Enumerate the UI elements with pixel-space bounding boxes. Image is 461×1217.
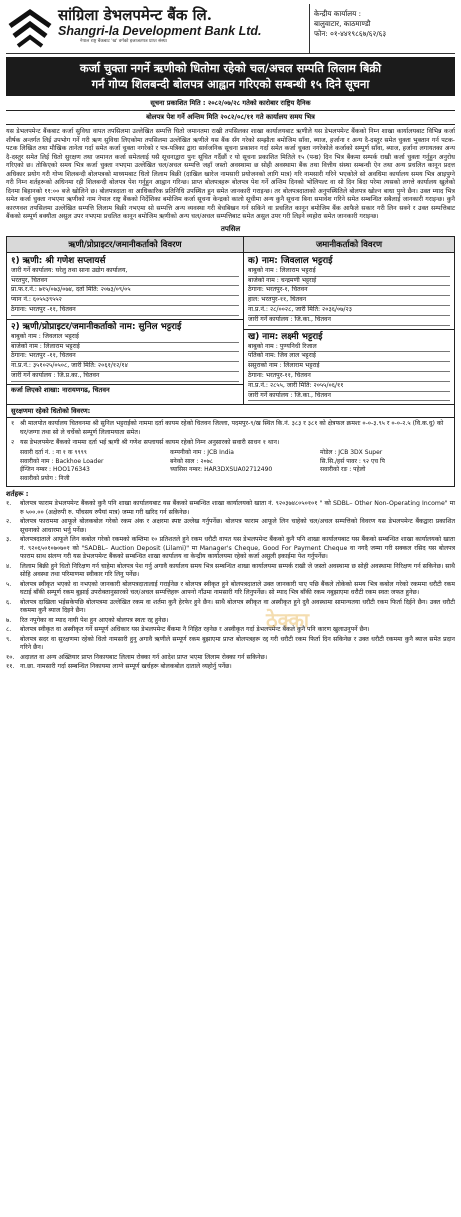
loan-branch: कर्जा लिएको शाखा: नारायणगढ, चितवन xyxy=(7,384,243,396)
col-head-guarantor: जमानीकर्ताको विवरण xyxy=(315,238,383,249)
bank-name-nepali: सांग्रिला डेभलपमेन्ट बैंक लि. xyxy=(58,6,212,24)
guarantor-2-name: ख) नाम: लक्ष्मी भट्टराई xyxy=(244,329,454,343)
detail-line: जारी गर्ने कार्यालय : जि.का., चितवन xyxy=(248,392,450,402)
collateral-item xyxy=(11,420,450,437)
watermark-logo-icon xyxy=(262,604,348,634)
borrower-details xyxy=(11,267,239,316)
term-text: बोलपत्र फाराममा आफूले बोलकबोल गरेको रकम अंक र अक्षरमा स्पष्ट उल्लेख गर्नुपर्नेछ। बोलपत्र फाराम आफूले लिन चाहेको चल/अचल सम्पत्तिको विवरण यस डेभलपमेन्ट बैंकद्वारा प्रकाशित सूचनाको आधारमा भर्नु पर्नेछ। xyxy=(20,518,455,534)
item-number: १ xyxy=(11,420,15,428)
notice-title xyxy=(6,57,455,96)
detail-line: बाबुको नाम : लिलाराम भट्टराई xyxy=(248,267,450,277)
collateral-heading: सुरक्षणमा रहेको धितोको विवरण: xyxy=(7,407,454,418)
term-item xyxy=(6,500,455,517)
detail-line: ठेगाना: भरतपुर -११, चितवन xyxy=(11,306,239,316)
term-item xyxy=(6,581,455,598)
borrower-column xyxy=(7,253,244,405)
detail-line: जारी गर्ने कार्यालय: घरेलु तथा साना उद्योग कार्यालय, xyxy=(11,267,239,277)
term-number: ११. xyxy=(6,663,15,671)
term-item xyxy=(6,663,455,671)
detail-line: बाबुको नाम : जिवलाल भट्टराई xyxy=(11,333,239,343)
terms-list xyxy=(6,500,455,671)
term-text: बोलपत्र स्वीकृत भएको वा नभएको जानकारी बोलपत्रदातालाई गराईनेछ र बोलपत्र स्वीकृत हुने बोलपत्रदाताले उक्त जानकारी पाए पछि बैंकले तोकेको समय भित्र कबोल गरेको रकममा धरौटी रकम घटाई बाँकी सम्पूर्ण रकम बुझाई उपरोक्तानुसारको चल/अचल सम्पत्तिहरू आफ्नो नाँउमा नामसारी गरि लिनुपर्नेछ। सो म्याद भित्र बाँकी रकम नबुझाएमा धरौटी रकम स्वतः जफत हुनेछ। xyxy=(20,580,455,597)
office-phone: फोन: ०१-४४१९८६७/६२/६३ xyxy=(314,28,387,38)
vehicle-field: सवारीको रङ : पहेलो xyxy=(320,466,366,474)
detail-line: बाबुको नाम : पुण्यनिधी रिजाल xyxy=(248,343,450,353)
detail-line: बाजेको नाम : लिलाराम भट्टराई xyxy=(11,343,239,353)
detail-line: प्रा.फ.र.नं.: ७१५/०७३/०७४, दर्ता मिति: २०७३/०९/०५ xyxy=(11,286,239,296)
detail-line: ठेगाना: भरतपुर-१, चितवन xyxy=(248,286,450,296)
item-number: २ xyxy=(11,438,15,446)
vehicle-field: सवारीको प्रयोग : निजी xyxy=(20,474,70,482)
proprietor-details xyxy=(11,333,239,382)
term-number: ६. xyxy=(6,598,12,606)
publish-date: सूचना प्रकाशित मिति : २०८२/०७/२८ गतेको कारोबार राष्ट्रिय दैनिक xyxy=(150,99,311,108)
detail-line: बाजेको नाम : चन्द्रमणी भट्टराई xyxy=(248,277,450,287)
guarantor-1-details xyxy=(248,267,450,326)
detail-line: ना.प्र.नं.: २८/००२८, जारी मिति: २०३६/०७/२३ xyxy=(248,306,450,316)
term-text: बोलपत्रदाताले आफूले लिन कबोल गरेको रकमको कम्तिमा १० प्रतिशतले हुने रकम धरौटी वापत यस डेभलपमेन्ट बैंकको कुनै पनि शाखा कार्यालयबाट यस बैंकको सम्बन्धित शाखा कार्यालयको खाता नं. ९२०६५०१०७०७०१ को "SADBL– Auction Deposit (Lilami)" मा Manager's Cheque, Good For Payment Cheque वा नगदै जम्मा गरी सक्कल रसिद यस बोलपत्र फाराम साथ संलग्न गरी यस डेभलपमेन्ट बैंकको सम्बन्धित शाखा कार्यालय वा केन्द्रीय कार्यालयमा रहेको कर्जा असुली इकाईमा पेश गर्नुपर्नेछ। xyxy=(20,536,455,561)
term-number: १०. xyxy=(6,653,15,661)
terms-heading: शर्तहरू : xyxy=(6,490,29,499)
term-text: अदालत वा अन्य अख्तियार प्राप्त निकायबाट लिलाम रोक्का गर्न आदेश प्राप्त भएमा लिलाम रोक्का गर्न सकिनेछ। xyxy=(20,653,268,661)
guarantor-2-details xyxy=(248,343,450,402)
term-number: ८. xyxy=(6,626,12,634)
table-body xyxy=(7,253,454,405)
collateral-section xyxy=(6,405,455,487)
term-item xyxy=(6,563,455,580)
office-label: केन्द्रीय कार्यालय : xyxy=(314,9,362,18)
last-submission-date: बोलपत्र पेश गर्ने अन्तिम मिति २०८२/०८/११ गते कार्यालय समय भित्र xyxy=(6,110,455,125)
detail-line: ठेगाना: भरतपुर -११, चितवन xyxy=(11,352,239,362)
vehicle-field: ईन्जिन नम्बर : HOO176343 xyxy=(20,466,90,474)
detail-line: ससुराको नाम : लिलाराम भट्टराई xyxy=(248,362,450,372)
term-number: ७. xyxy=(6,616,12,624)
title-line-2: गर्न गोप्य शिलबन्दी बोलपत्र आह्वान गरिएको सम्बन्धी १५ दिने सूचना xyxy=(91,77,370,92)
guarantor-column xyxy=(244,253,454,405)
proprietor-name: २) ऋणी/प्रोप्राइटर/जमानीकर्ताको नाम: सुनिल भट्टराई xyxy=(7,319,243,333)
bank-name-english: Shangri-la Development Bank Ltd. xyxy=(58,23,262,38)
detail-line: हाल: भरतपुर-११, चितवन xyxy=(248,296,450,306)
detail-line: प्यान नं.: ६०५५३९५५२ xyxy=(11,296,239,306)
term-text: बोलपत्र दाखिला भईसकेपछि बोलपत्रमा उल्लेखित रकम वा शर्तमा कुनै हेरफेर हुने छैन। साथै बोलपत्र स्वीकृत वा अस्वीकृत हुने दुवै अवस्थामा सामान्यतया धरौटी रकम फिर्ता दिईने छैन। उक्त धरौटी रकममा कुनै ब्याज दिइने छैन। xyxy=(20,598,455,615)
guarantor-1-name: क) नाम: जिवलाल भट्टराई xyxy=(248,255,333,266)
term-text: ना.छा. नामसारी गर्दा सम्बन्धित निकायमा लाग्ने सम्पूर्ण खर्चहरू बोलकबोल दाताले व्यहोर्नु पर्नेछ। xyxy=(20,663,232,671)
central-office-block xyxy=(309,4,455,53)
bank-tagline: नेपाल राष्ट्र बैंकबाट 'ख' वर्गको इजाजतपत्र प्राप्त संस्था xyxy=(80,38,167,44)
terms-section xyxy=(6,490,455,671)
term-number: १. xyxy=(6,500,12,508)
bank-logo-icon xyxy=(6,6,54,50)
office-address: बालुवाटार, काठमाण्डौ xyxy=(314,18,371,28)
term-text: बोलपत्र फाराम डेभलपमेन्ट बैंकको कुनै पनि शाखा कार्यालयबाट यस बैंकको सम्बन्धित शाखा कार्यालयको खाता नं. ९२०३७४८०५०१०१ " को SDBL– Other Non-Operating Income" मा रु ५००.०० (अक्षेरुपी रु. पाँचसय रुपैयां मात्र) जम्मा गरी खरिद गर्न सकिनेछ। xyxy=(20,500,455,516)
bank-name-block xyxy=(54,4,309,53)
collateral-item xyxy=(11,439,450,447)
term-number: ९. xyxy=(6,635,12,643)
svg-text:ठेक्का: ठेक्का xyxy=(266,608,310,632)
title-line-1: कर्जा चुक्ता नगर्ने ऋणीको धितोमा रहेको चल/अचल सम्पति लिलाम बिक्री xyxy=(79,61,382,75)
term-text: रित नपुगेका वा म्याद नाघी पेश हुन आएको बोलपत्र स्वतः रद्द हुनेछ। xyxy=(20,616,169,624)
vehicle-field: मोडेल : JCB 3DX Super xyxy=(320,449,383,457)
term-number: ३. xyxy=(6,536,12,544)
detail-line: जारी गर्ने कार्यालय : जि.का., चितवन xyxy=(248,316,450,326)
intro-paragraph: यस डेभलपमेन्ट बैंकबाट कर्जा सुविधा वापत तपसिलमा उल्लेखित सम्पत्ति धितो जमानतमा राखी तपसिलका शाखा कार्यालयबाट ऋणीले यस डेभलपमेन्ट बैंकको निम्न शाखा कार्यालयबाट विभिन्न कर्जा शीर्षक अन्तर्गत लिई उपभोग गर्ने गरी ऋण सुविधा लिएकोमा तपसिलमा उल्लेखित ऋणीले यस बैंक सँग गरेको सम्झौता बमोजिम साँवा, ब्याज, हर्जाना र अन्य दै-दस्तुर समेत चुक्ता भुक्तान गर्न पटक-पटक लिखित तथा मौखिक तानेता गर्दा समेत कर्जा चुक्ता नगरेको र पत्र-पत्रिका द्वारा सार्वजनिक सूचना प्रकाशन गर्दा समेत कर्जा चुक्ता नगरेकोले कर्जाको सम्पूर्ण साँवा, ब्याज, हर्जाना लगायतका अन्य दै-दस्तुर समेत लिई धितो सुरक्षण तथा जमानत कर्जा समेतलाई यसै सूचनाद्वारा पुनः सूचित गर्दैछौं र यो सूचना प्रकाशित मितिले १५ (पन्ध्र) दिन भित्र बैंकमा सम्पर्क राखी कर्जा चुक्ता गर्नुहुन अनुरोध गरिएको छ। तोकिएको समय भित्र कर्जा चुक्ता नभएमा उल्लेखित चल/अचल सम्पत्ति जहाँ जस्तो अवस्थामा छ सोही अवस्थामा बैंक तथा वित्तीय संस्था सम्बन्धी ऐन तथा अन्य प्रचलित कानून प्रदत्त अधिकार प्रयोग गरी गोप्य शिलबन्दी बोलपत्रको माध्यमबाट धितो लिलाम बिक्री (दाखिल खारेज नामसारी प्रयोजनको लागि मात्र) गरि नामसारी गरिने भएकोले सो अवधिमा कार्यालय समय भित्र आइपुग्ने गरी निम्न शर्तहरूको अधिनमा रही शिलबन्दी बोलपत्र पेश गर्नुहुन आह्वान गरिन्छ। प्राप्त बोलपत्रहरू बोलपत्र पेश गर्ने अन्तिम दिनको भोलिपल्ट वा सो दिन बिदा परेमा त्यसको लगत्ते कार्यालय खुलेको दिनमा बिहानको ११:०० बजे खोलिने छ। बोलपत्रदाता वा आधिकारिक प्रतिनिधि उपस्थित हुन समेत जानकारी गराइन्छ। तर बोलपत्रदाताको अनुपस्थितिले बोलपत्र खोल्न बाधा पुग्ने छैन। उक्त म्याद भित्र समेत कर्जा चुक्ता नभएमा ऋणीको नाम नेपाल राष्ट्र बैंकको निर्देशिका बमोजिम कर्जा सूचना केन्द्रको कालो सूचीमा अन्य कुनै सूचना बिना समावेश गरिने समेत सम्बन्धित सबैलाई जानकारी गराइन्छ। कुनै कारणवश तपसिलमा उल्लेखित सम्पत्ति लिलाम बिक्री नभएमा सो सम्पत्ति अन्य व्यवस्था गरी बेचबिखन गर्न सकिने वा प्रचलित कानून बमोजिम बैंक आफैले सकार गरी लिन सक्ने र उक्त सम्पत्तिबाट बैंकको सम्पूर्ण बक्यौता असुल उपर नभएमा प्रचलित कानून बमोजिम ऋणीको अन्य चल/अचल सम्पत्तिबाट समेत असुल उपर गरी लिइने व्यहोरा समेत जानकारी गराइन्छ। xyxy=(6,128,455,221)
item-text: श्री मालपोत कार्यालय चितवनमा श्री सुनिल भट्टराईको नाममा दर्ता कायम रहेको चितवन जिल्ला, पदमपुर-९/ख स्थित कि.नं. ३८३ र ३८१ को क्षेत्रफल क्रमशः ०-०-३.९५ र ०-०-२.५ (वि.क.धु) को घर/जग्गा तथा सो ले चर्चेको सम्पूर्ण लिलामयाता समेत। xyxy=(20,420,444,436)
col-head-borrower: ऋणी/प्रोप्राइटर/जमानीकर्ताको विवरण xyxy=(7,237,244,252)
term-item xyxy=(6,536,455,561)
term-item xyxy=(6,626,455,634)
detail-line: ना.प्र.नं.: ३५१०२५/०५०८, जारी मिति: २०६१/१२/१४ xyxy=(11,362,239,372)
vehicle-field: सवारीको नाम : Backhoe Loader xyxy=(20,457,104,465)
term-item xyxy=(6,518,455,535)
vehicle-field: सि.सि./हर्स पावर : ९२ एच पि xyxy=(320,457,385,465)
detail-line: ठेगाना: भरतपुर-११, चितवन xyxy=(248,372,450,382)
term-number: ५. xyxy=(6,580,12,588)
vehicle-field: बनेको साल : २०७८ xyxy=(170,457,213,465)
term-item xyxy=(6,636,455,653)
term-number: २. xyxy=(6,518,12,526)
vehicle-details-grid xyxy=(11,449,450,483)
vehicle-field: कम्पनीको नाम : JCB India xyxy=(170,449,234,457)
term-number: ४. xyxy=(6,562,12,570)
term-text: बोलपत्र स्वीकृत वा अस्वीकृत गर्ने सम्पूर्ण अधिकार यस डेभलपमेन्ट बैंकमा नै निहित रहनेछ र अस्वीकृत गर्दा डेभलपमेन्ट बैंकले कुनै पनि कारण खुलाउनुपर्ने छैन। xyxy=(20,626,370,634)
term-item xyxy=(6,617,455,625)
vehicle-field: च्यासिस नम्बर: HAR3DXSUA02712490 xyxy=(170,466,273,474)
detail-line: जारी गर्ने कार्यालय : जि.प्र.का., चितवन xyxy=(11,372,239,382)
vehicle-field: सवारी दर्ता नं. : ना १ क ९९९९ xyxy=(20,449,87,457)
term-item xyxy=(6,599,455,616)
term-item xyxy=(6,654,455,662)
detail-line: ना.प्र.नं.: २८५५, जारी मिति: २०५५/०६/११ xyxy=(248,382,450,392)
detail-line: भरतपुर, चितवन xyxy=(11,277,239,287)
bank-header xyxy=(6,4,455,54)
table-header-row xyxy=(7,237,454,253)
term-text: लिलाम बिक्री हुने धितो निरिक्षण गर्न चाहेमा बोलपत्र पेश गर्नु अगावै कार्यालय समय भित्र सम्बन्धित शाखा कार्यालयमा सम्पर्क राखी जे जस्तो अवस्थामा छ सोही अवस्थामा निरिक्षण गर्न सकिनेछ। साथै सोहि अवस्था तथा परिमाणमा स्वीकार गरि लिनु पर्नेछ। xyxy=(20,562,455,579)
term-text: बोलपत्र सदर वा सुरक्षणमा रहेको धितो नामसारी हुनु अगावै ऋणीले सम्पूर्ण रकम बुझाएमा प्राप्त बोलपत्रहरू रद्द गरी धरौटी रकम फिर्ता दिन सकिनेछ र उक्त धरौटी रकममा कुनै ब्याज समेत प्रदान गरिने छैन। xyxy=(20,635,455,652)
schedule-heading: तपसिल xyxy=(220,224,241,233)
borrower-name: १) ऋणी: श्री गणेश सप्लायर्स xyxy=(11,255,106,266)
detail-line: पतिको नाम: जिव लाल भट्टराई xyxy=(248,352,450,362)
item-text: यस डेभलपमेन्ट बैंकको नाममा दर्ता भई ऋणी श्री गणेश सप्लायर्स कायम रहेको निम्न अनुसारको सवारी साधन १ थान। xyxy=(20,438,280,446)
details-table xyxy=(6,236,455,406)
